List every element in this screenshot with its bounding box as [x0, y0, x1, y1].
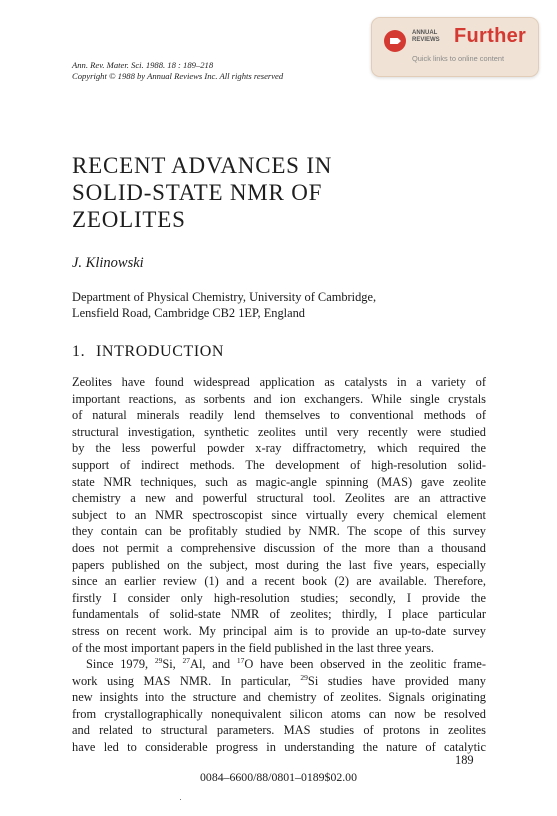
paragraph-line: support of indirect methods. The development of high-resolution solid- — [72, 457, 486, 472]
isotope-superscript: 29 — [300, 672, 308, 682]
section-title: INTRODUCTION — [96, 343, 225, 360]
section-heading — [72, 343, 224, 361]
arrow-circle-icon — [384, 30, 406, 52]
paragraph-line: chemistry a new and powerful structural tool. Zeolites are an attractive — [72, 491, 486, 506]
paragraph-line: subject to an NMR spectroscopist since virtually every chemical element — [72, 507, 486, 522]
article-title — [72, 152, 332, 233]
title-line: RECENT ADVANCES IN — [72, 153, 333, 178]
scan-speck — [180, 799, 181, 800]
affiliation-line: Department of Physical Chemistry, University of Cambridge, — [72, 290, 377, 304]
further-label: Further — [454, 25, 527, 47]
paragraph-line: since an earlier review (1) and a recent book (2) are available. Therefore, — [72, 574, 486, 589]
isotope-superscript: 17 — [236, 656, 245, 666]
paragraph-line: Since 1979, $^{29}$Si, $^{27}$Al, and $^{17}$O have been observed in the zeolitic frame- — [86, 656, 486, 672]
body-text — [72, 374, 486, 756]
section-number: 1. — [72, 343, 86, 360]
paragraph-line: of natural minerals readily lend themselves to conventional methods of — [72, 408, 486, 423]
paragraph-line: fundamentals of solid-state NMR of zeolites; thirdly, I place particular — [72, 607, 486, 622]
title-line: ZEOLITES — [72, 207, 186, 232]
paragraph-line: they contain can be profitably studied by NMR. The scope of this survey — [72, 524, 486, 539]
citation-line: Ann. Rev. Mater. Sci. 1988. 18 : 189–218 — [72, 60, 214, 70]
isotope-superscript: 27 — [182, 656, 190, 666]
paragraph-line: firstly I consider only high-resolution studies; secondly, I provide the — [72, 590, 486, 605]
annual-reviews-wordmark: ANNUAL REVIEWS — [412, 30, 440, 43]
paragraph-line: important reactions, as sorbents and ion exchangers. While single crystals — [72, 391, 486, 406]
paragraph-line: work using MAS NMR. In particular, $^{29}$Si studies have provided many — [72, 672, 486, 688]
author-name: J. Klinowski — [72, 255, 144, 271]
citation-header — [72, 60, 283, 82]
further-links-badge[interactable] — [371, 17, 539, 77]
further-subtitle: Quick links to online content — [412, 54, 505, 63]
paragraph-line: of the most important papers in the field published in the last three years. — [72, 640, 434, 655]
issn-code: 0084–6600/88/0801–0189$02.00 — [200, 770, 357, 784]
paragraph-line: by the less powerful powder x-ray diffractometry, which required the — [72, 441, 486, 456]
paragraph-line: structural investigation, synthetic zeolites until very recently were studied — [72, 424, 486, 439]
isotope-superscript: 29 — [154, 656, 163, 666]
affiliation-line: Lensfield Road, Cambridge CB2 1EP, England — [72, 305, 305, 320]
affiliation — [72, 290, 376, 321]
paragraph-line: papers published on the subject, most during the last five years, especially — [72, 557, 486, 572]
paragraph-line: does not permit a comprehensive discussion of the more than a thousand — [72, 540, 486, 555]
paragraph-line: from crystallographically nonequivalent silicon atoms can now be resolved — [72, 706, 486, 721]
paragraph-line: and related to structural parameters. MAS studies of protons in zeolites — [72, 723, 486, 738]
paragraph-line: new insights into the structure and chemistry of zeolites. Signals originating — [72, 690, 486, 705]
copyright-line: Copyright © 1988 by Annual Reviews Inc. All rights reserved — [72, 71, 284, 81]
title-line: SOLID-STATE NMR OF — [72, 180, 323, 205]
paragraph-line: state NMR techniques, such as magic-angle spinning (MAS) gave zeolite — [72, 474, 486, 489]
paragraph-line: Zeolites have found widespread application as catalysts in a variety of — [72, 375, 486, 389]
paragraph-line: stress on recent work. My principal aim is to provide an up-to-date survey — [72, 623, 486, 638]
page-number: 189 — [455, 753, 474, 767]
paragraph-line: have led to considerable progress in understanding the nature of catalytic — [72, 740, 486, 755]
